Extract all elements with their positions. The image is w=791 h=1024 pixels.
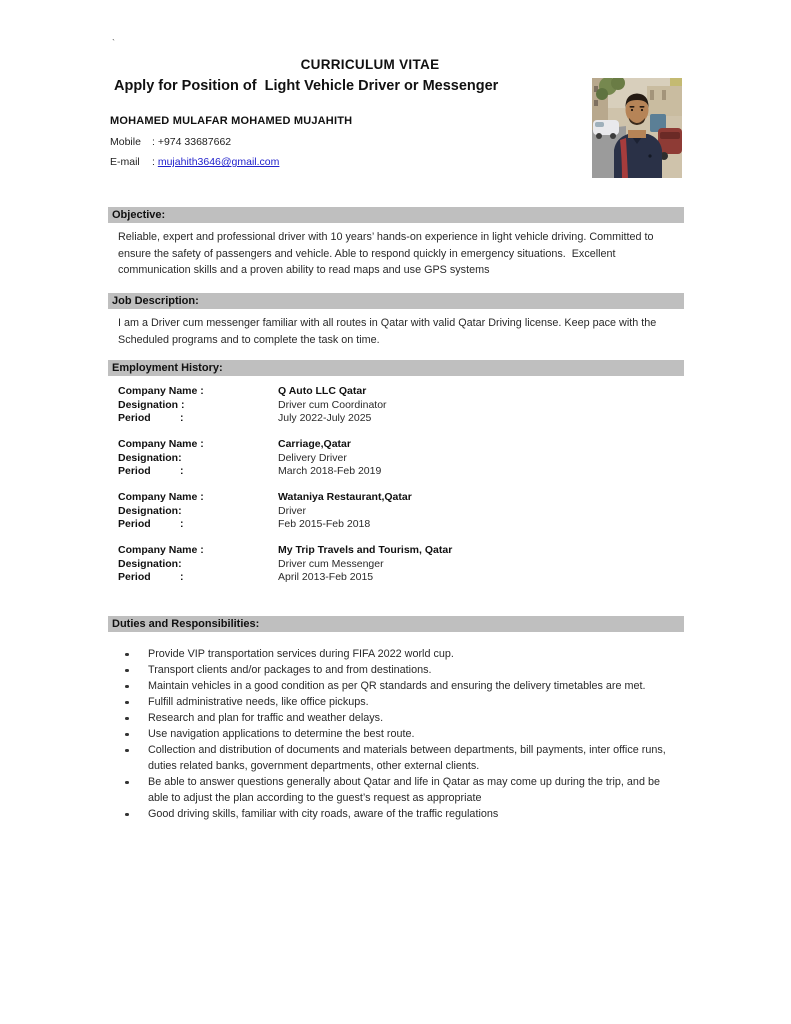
designation-label: Designation:: [118, 504, 182, 517]
company-value: Wataniya Restaurant,Qatar: [278, 491, 412, 503]
mobile-value: : +974 33687662: [152, 136, 232, 148]
duty-item: Fulfill administrative needs, like office pickups.: [122, 694, 678, 710]
email-colon: :: [152, 156, 158, 168]
section-heading-duties: Duties and Responsibilities:: [108, 616, 684, 632]
email-link[interactable]: mujahith3646@gmail.com: [157, 156, 280, 168]
objective-body: Reliable, expert and professional driver with 10 years’ hands-on experience in light vehicle driving. Committed to ensure the safety of passengers and vehicle. Able to respond quickly in emergency situations. Excellent communication skills and a proven ability to read maps and use GPS systems: [118, 231, 657, 276]
period-label: Period :: [118, 518, 184, 530]
duty-item: Provide VIP transportation services during FIFA 2022 world cup.: [122, 646, 678, 662]
section-heading-employment-history: Employment History:: [108, 360, 684, 376]
company-value: Q Auto LLC Qatar: [278, 385, 367, 397]
employment-entry: [118, 544, 618, 585]
candidate-name: MOHAMED MULAFAR MOHAMED MUJAHITH: [110, 115, 353, 127]
email-row: [110, 156, 279, 168]
period-value: April 2013-Feb 2015: [278, 571, 374, 583]
employment-entry: [118, 491, 618, 532]
duty-item: Be able to answer questions generally about Qatar and life in Qatar as may come up during the trip, and be able to adjust the plan according to the guest’s request as appropriate: [122, 774, 678, 806]
period-label: Period :: [118, 412, 184, 424]
mobile-row: [110, 136, 231, 148]
apply-position-subtitle: Apply for Position of Light Vehicle Driver or Messenger: [114, 78, 499, 94]
designation-value: Driver cum Coordinator: [278, 398, 387, 411]
candidate-photo-graphic: [592, 78, 682, 178]
duty-item: Maintain vehicles in a good condition as per QR standards and ensuring the delivery timetables are met.: [122, 678, 678, 694]
duty-item: Transport clients and/or packages to and from destinations.: [122, 662, 678, 678]
period-value: March 2018-Feb 2019: [278, 465, 382, 477]
company-label: Company Name :: [118, 438, 204, 450]
company-value: Carriage,Qatar: [278, 438, 351, 450]
designation-value: Delivery Driver: [278, 451, 347, 464]
corner-mark: `: [112, 38, 115, 48]
period-label: Period :: [118, 571, 184, 583]
company-value: My Trip Travels and Tourism, Qatar: [278, 544, 453, 556]
company-label: Company Name :: [118, 544, 204, 556]
duty-item: Research and plan for traffic and weather delays.: [122, 710, 678, 726]
duties-list: [122, 646, 678, 822]
period-value: Feb 2015-Feb 2018: [278, 518, 371, 530]
designation-label: Designation:: [118, 451, 182, 464]
duty-item: Good driving skills, familiar with city roads, aware of the traffic regulations: [122, 806, 678, 822]
section-heading-job-description: Job Description:: [108, 293, 684, 309]
duty-item: Collection and distribution of documents and materials between departments, bill payments, inter office runs, duties related banks, government departments, other external clients.: [122, 742, 678, 774]
company-label: Company Name :: [118, 491, 204, 503]
company-label: Company Name :: [118, 385, 204, 397]
mobile-label: Mobile: [110, 136, 141, 148]
page-title: CURRICULUM VITAE: [300, 57, 440, 72]
period-value: July 2022-July 2025: [278, 412, 372, 424]
designation-value: Driver cum Messenger: [278, 557, 384, 570]
designation-label: Designation :: [118, 398, 185, 411]
job-description-body: I am a Driver cum messenger familiar with all routes in Qatar with valid Qatar Driving license. Keep pace with the Scheduled programs and to complete the task on time.: [118, 317, 660, 346]
designation-value: Driver: [278, 504, 306, 517]
candidate-photo: [592, 78, 682, 178]
employment-entry: [118, 385, 618, 426]
employment-entry: [118, 438, 618, 479]
email-label: E-mail: [110, 156, 140, 168]
section-heading-objective: Objective:: [108, 207, 684, 223]
designation-label: Designation:: [118, 557, 182, 570]
period-label: Period :: [118, 465, 184, 477]
duty-item: Use navigation applications to determine the best route.: [122, 726, 678, 742]
